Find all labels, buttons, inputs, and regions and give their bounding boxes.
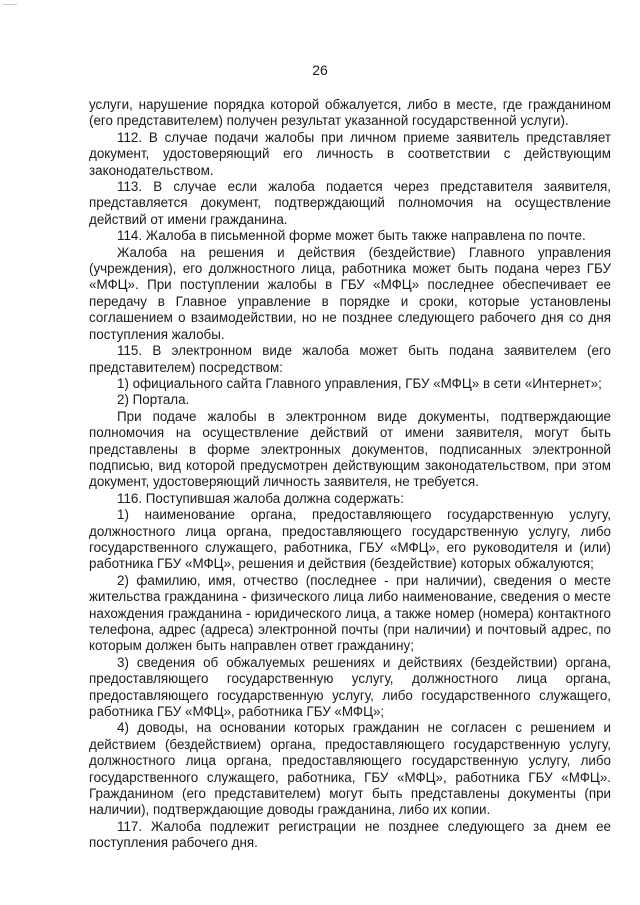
paragraph-116-item-4: 4) доводы, на основании которых гражданин не согласен с решением и действием (бездействием) органа, предоставляющего государственную услугу, должностного лица органа, предоставляющего государственную услугу, либо государственного служащего, работника, ГБУ «МФЦ», работника ГБУ «МФЦ». Гражданином (его представителем) могут быть представлены документы (при наличии), подтверждающие доводы гражданина, либо их копии. [89,720,611,818]
paragraph-116-item-1: 1) наименование органа, предоставляющего государственную услугу, должностного лица органа, предоставляющего государственную услугу, либо государственного служащего, работника, ГБУ «МФЦ», его руководителя и (или) работника ГБУ «МФЦ», решения и действия (бездействие) которых обжалуются; [89,507,611,572]
scan-mark [3,4,17,5]
paragraph-115: 115. В электронном виде жалоба может быть подана заявителем (его представителем) посредством: [89,343,611,375]
paragraph-116-item-3: 3) сведения об обжалуемых решениях и действиях (бездействии) органа, предоставляющего государственную услугу, должностного лица органа, предоставляющего государственную услугу, либо государственного служащего, работника ГБУ «МФЦ», работника ГБУ «МФЦ»; [89,654,611,720]
paragraph-116-item-2: 2) фамилию, имя, отчество (последнее - при наличии), сведения о месте жительства гражданина - физического лица либо наименование, сведения о месте нахождения гражданина - юридического лица, а также номер (номера) контактного телефона, адрес (адреса) электронной почты (при наличии) и почтовый адрес, по которым должен быть направлен ответ гражданину; [89,572,611,654]
document-body [89,97,611,852]
paragraph-114: 114. Жалоба в письменной форме может быть также направлена по почте. [117,228,586,244]
paragraph-114-mfc: Жалоба на решения и действия (бездействие) Главного управления (учреждения), его должностного лица, работника может быть подана через ГБУ «МФЦ». При поступлении жалобы в ГБУ «МФЦ» последнее обеспечивает ее передачу в Главное управление в порядке и сроки, которые установлены соглашением о взаимодействии, но не позднее следующего рабочего дня со дня поступления жалобы. [89,244,611,342]
paragraph-117: 117. Жалоба подлежит регистрации не позднее следующего за днем ее поступления рабочего дня. [89,818,611,851]
page-number: 26 [312,62,328,78]
paragraph-115-item-2: 2) Портала. [117,392,190,408]
paragraph-116: 116. Поступившая жалоба должна содержать: [117,490,404,506]
paragraph-115-electronic: При подаче жалобы в электронном виде документы, подтверждающие полномочия на осуществление действий от имени заявителя, могут быть представлены в форме электронных документов, подписанных электронной подписью, вид которой предусмотрен действующим законодательством, при этом документ, удостоверяющий личность заявителя, не требуется. [89,408,611,490]
paragraph-112: 112. В случае подачи жалобы при личном приеме заявитель представляет документ, удостоверяющий его личность в соответствии с действующим законодательством. [89,129,611,178]
paragraph-115-item-1: 1) официального сайта Главного управления, ГБУ «МФЦ» в сети «Интернет»; [117,375,602,391]
paragraph-113: 113. В случае если жалоба подается через представителя заявителя, представляется документ, подтверждающий полномочия на осуществление действий от имени гражданина. [89,179,611,227]
paragraph-continuation: услуги, нарушение порядка которой обжалуется, либо в месте, где гражданином (его представителем) получен результат указанной государственной услуги). [89,97,611,129]
